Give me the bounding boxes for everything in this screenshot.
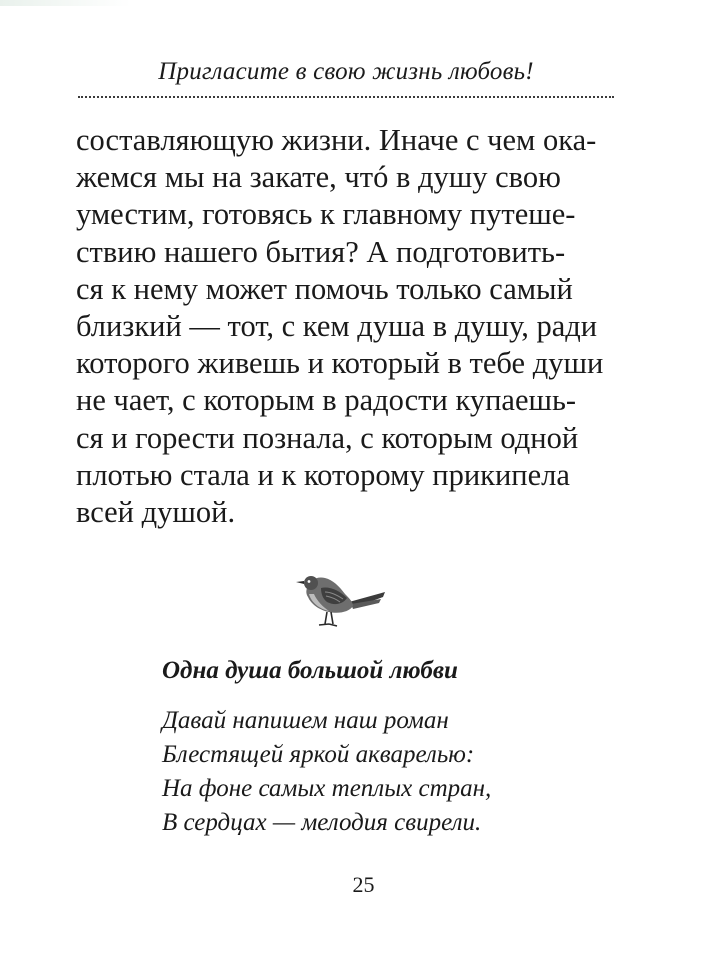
- poem-line: На фоне самых теплых стран,: [162, 775, 492, 802]
- poem-title: Одна душа большой любви: [162, 657, 458, 684]
- body-line: составляющую жизни. Иначе с чем ока-: [76, 123, 597, 157]
- body-line: плотью стала и к которому прикипела: [76, 457, 570, 492]
- body-line: всей душой.: [76, 495, 236, 530]
- bird-icon: [293, 566, 389, 636]
- poem: [162, 654, 592, 840]
- page-edge-strip: [0, 0, 727, 6]
- page-number: 25: [352, 872, 375, 897]
- body-paragraph: [76, 122, 616, 531]
- body-line: ся и горести познала, с которым одной: [76, 420, 579, 455]
- body-line: не чает, с которым в радости купаешь-: [76, 383, 577, 418]
- page-header: [78, 40, 614, 100]
- poem-line: В сердцах — мелодия свирели.: [162, 809, 482, 836]
- body-line: жемся мы на закате, чтó в душу свою: [76, 160, 561, 195]
- running-title: Пригласите в свою жизнь любовь!: [158, 58, 534, 85]
- poem-line: Давай напишем наш роман: [162, 707, 449, 734]
- body-line: уместим, готовясь к главному путеше-: [76, 197, 576, 232]
- body-line: ся к нему может помочь только самый: [76, 271, 573, 306]
- body-line: близкий — тот, с кем душа в душу, ради: [76, 309, 598, 344]
- body-line: которого живешь и который в тебе души: [76, 346, 604, 381]
- body-line: ствию нашего бытия? А подготовить-: [76, 234, 566, 269]
- header-dotted-rule: [78, 96, 614, 98]
- poem-line: Блестящей яркой акварелью:: [162, 741, 475, 768]
